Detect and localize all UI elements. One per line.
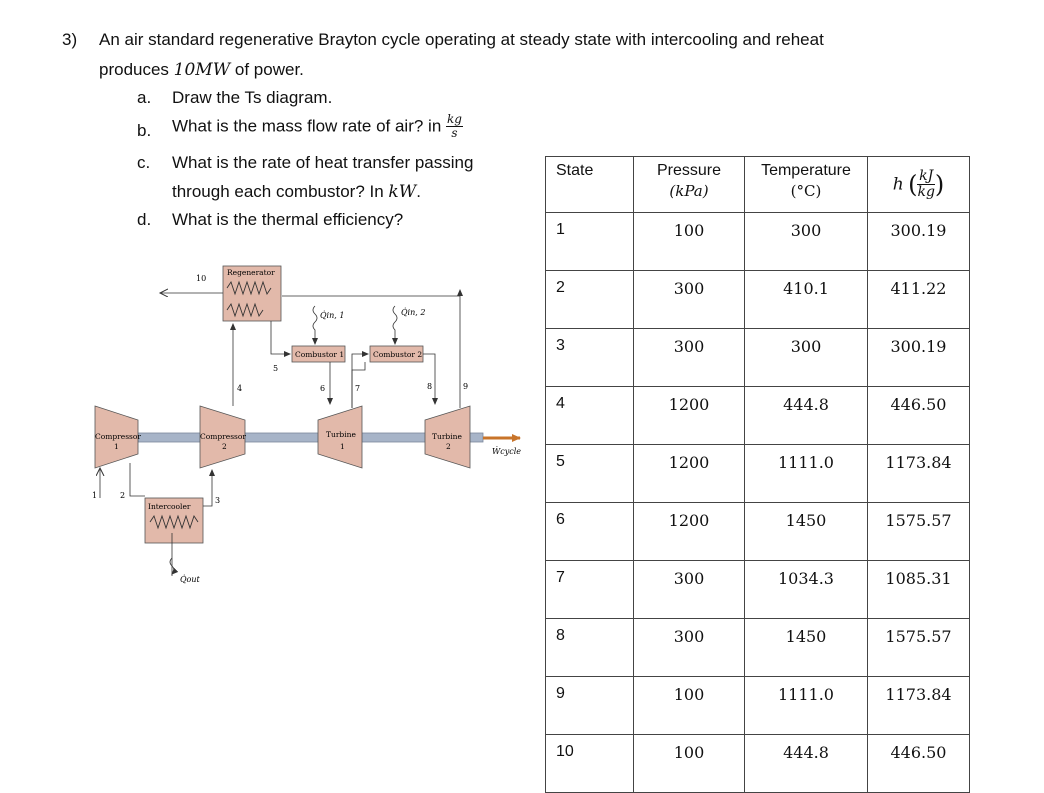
table-row: [546, 445, 970, 503]
brayton-cycle-schematic: [90, 258, 530, 598]
part-b-text: [172, 113, 463, 140]
turbine-1-label: Turbine: [326, 430, 356, 439]
regenerator-label: Regenerator: [227, 268, 275, 277]
part-d-text: What is the thermal efficiency?: [172, 210, 404, 229]
cell-temperature: 300: [745, 213, 868, 271]
cell-h: 1575.57: [868, 619, 970, 677]
cell-h: 1575.57: [868, 503, 970, 561]
cell-state: 10: [546, 735, 634, 793]
cell-state: 3: [546, 329, 634, 387]
flow-2: [130, 463, 145, 496]
part-c-unit: kW: [388, 182, 417, 202]
state-label-10: 10: [196, 274, 207, 283]
part-c-text-2-post: .: [416, 182, 421, 201]
flow-7b: [352, 354, 368, 408]
cell-h: 446.50: [868, 735, 970, 793]
cell-temperature: 444.8: [745, 387, 868, 445]
cell-pressure: 300: [634, 619, 745, 677]
question-line-2-post: of power.: [230, 60, 304, 79]
cell-state: 4: [546, 387, 634, 445]
cell-state: 1: [546, 213, 634, 271]
header-enthalpy-symbol: h: [892, 174, 904, 195]
q-in-2-wavy-arrow: [393, 306, 397, 344]
header-enthalpy: [868, 157, 970, 213]
compressor-1-label: Compressor: [95, 432, 141, 441]
state-label-7: 7: [355, 384, 361, 393]
turbine-2-number: 2: [446, 442, 451, 451]
table-header-row: [546, 157, 970, 213]
cell-pressure: 1200: [634, 445, 745, 503]
header-pressure-label: Pressure: [656, 162, 722, 179]
state-label-5: 5: [273, 364, 279, 373]
table-row: [546, 561, 970, 619]
state-label-9: 9: [463, 382, 469, 391]
part-b-unit: [446, 113, 463, 140]
table-row: [546, 329, 970, 387]
header-temperature-unit: (°C): [790, 182, 822, 200]
turbine-2-label: Turbine: [432, 432, 462, 441]
table-row: [546, 271, 970, 329]
state-label-4: 4: [237, 384, 243, 393]
table-row: [546, 677, 970, 735]
part-b-letter: b.: [137, 121, 152, 140]
header-pressure: [634, 157, 745, 213]
question-number: 3): [62, 30, 78, 49]
header-enthalpy-unit-num: kJ: [919, 168, 934, 184]
cell-h: 411.22: [868, 271, 970, 329]
question-line-1: An air standard regenerative Brayton cycle operating at steady state with intercooling and reheat: [99, 30, 824, 49]
cell-temperature: 1111.0: [745, 445, 868, 503]
cell-pressure: 1200: [634, 387, 745, 445]
question-line-2-pre: produces: [99, 60, 174, 79]
compressor-2-number: 2: [222, 442, 227, 451]
q-in-2-label: Q̇in, 2: [401, 308, 426, 317]
combustor-1-label: Combustor 1: [295, 350, 345, 359]
compressor-1-number: 1: [114, 442, 119, 451]
cell-state: 6: [546, 503, 634, 561]
q-in-1-label: Q̇in, 1: [320, 311, 345, 320]
cell-pressure: 300: [634, 561, 745, 619]
part-b-question: What is the mass flow rate of air? in: [172, 116, 442, 136]
header-temperature: [745, 157, 868, 213]
state-label-8: 8: [427, 382, 433, 391]
cell-state: 2: [546, 271, 634, 329]
flow-8: [423, 354, 435, 404]
cell-temperature: 1111.0: [745, 677, 868, 735]
part-d-letter: d.: [137, 210, 152, 229]
cell-temperature: 1450: [745, 503, 868, 561]
state-label-2: 2: [120, 491, 126, 500]
paren-open-icon: (: [908, 170, 918, 199]
cell-pressure: 100: [634, 213, 745, 271]
q-out-label: Q̇out: [180, 575, 200, 584]
table-row: [546, 735, 970, 793]
cell-state: 7: [546, 561, 634, 619]
cell-temperature: 444.8: [745, 735, 868, 793]
cell-pressure: 300: [634, 271, 745, 329]
flow-3: [203, 470, 212, 506]
header-state: State: [546, 157, 634, 213]
q-in-1-wavy-arrow: [313, 306, 317, 344]
state-label-6: 6: [320, 384, 326, 393]
flow-5: [271, 321, 290, 354]
question-line-2: [99, 60, 304, 80]
header-enthalpy-unit: [917, 169, 934, 200]
part-c-letter: c.: [137, 153, 151, 172]
cell-state: 8: [546, 619, 634, 677]
cell-h: 300.19: [868, 213, 970, 271]
cell-h: 1085.31: [868, 561, 970, 619]
cell-temperature: 1034.3: [745, 561, 868, 619]
cell-pressure: 100: [634, 677, 745, 735]
header-pressure-unit: (kPa): [669, 182, 709, 200]
table-row: [546, 619, 970, 677]
state-table: [545, 156, 970, 793]
cell-h: 1173.84: [868, 445, 970, 503]
power-value: 10MW: [173, 60, 231, 80]
cell-temperature: 300: [745, 329, 868, 387]
turbine-1-number: 1: [340, 442, 345, 451]
combustor-2-label: Combustor 2: [373, 350, 423, 359]
part-c-text-2-pre: through each combustor? In: [172, 182, 389, 201]
cell-h: 300.19: [868, 329, 970, 387]
table-row: [546, 503, 970, 561]
cell-pressure: 300: [634, 329, 745, 387]
part-b-unit-num: kg: [447, 112, 462, 126]
cell-h: 446.50: [868, 387, 970, 445]
table-row: [546, 387, 970, 445]
state-label-1: 1: [92, 491, 98, 500]
header-enthalpy-unit-den: kg: [917, 184, 935, 200]
intercooler-label: Intercooler: [148, 502, 191, 511]
cell-pressure: 100: [634, 735, 745, 793]
cell-temperature: 410.1: [745, 271, 868, 329]
part-b-unit-den: s: [451, 126, 458, 140]
table-row: [546, 213, 970, 271]
cell-h: 1173.84: [868, 677, 970, 735]
part-a-text: Draw the Ts diagram.: [172, 88, 333, 107]
cell-pressure: 1200: [634, 503, 745, 561]
cell-state: 5: [546, 445, 634, 503]
header-temperature-label: Temperature: [761, 162, 851, 179]
part-c-text-2: [172, 182, 421, 202]
compressor-2-label: Compressor: [200, 432, 246, 441]
cell-temperature: 1450: [745, 619, 868, 677]
w-cycle-label: Ẇcycle: [492, 447, 521, 456]
state-label-3: 3: [215, 496, 221, 505]
paren-close-icon: ): [934, 170, 945, 199]
part-a-letter: a.: [137, 88, 152, 107]
cell-state: 9: [546, 677, 634, 735]
part-c-text: What is the rate of heat transfer passing: [172, 153, 474, 172]
